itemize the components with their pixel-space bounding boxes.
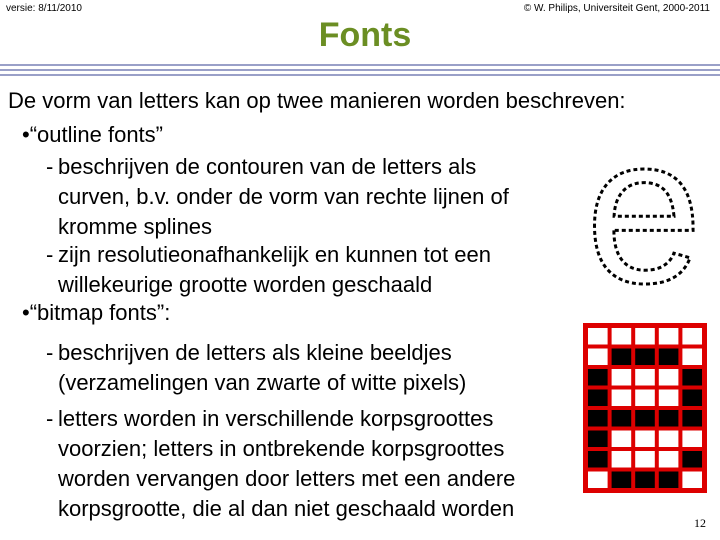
pixel-on (635, 472, 655, 489)
pixel-on (659, 410, 679, 427)
pixel-off (659, 431, 679, 448)
sub-item-line: kromme splines (58, 214, 213, 239)
sub-item-outline-2 (46, 240, 491, 300)
pixel-off (635, 431, 655, 448)
pixel-on (635, 410, 655, 427)
pixel-on (659, 472, 679, 489)
sub-item-line: - beschrijven de contouren van de letters als (46, 154, 477, 179)
sub-item-line: (verzamelingen van zwarte of witte pixels) (58, 370, 467, 395)
pixel-on (588, 390, 608, 407)
page-number: 12 (694, 516, 706, 530)
bullet-bitmap-fonts: •“bitmap fonts”: (22, 300, 171, 325)
pixel-on (588, 369, 608, 386)
pixel-off (588, 328, 608, 345)
pixel-off (588, 349, 608, 366)
sub-item-line: willekeurige grootte worden geschaald (58, 272, 433, 297)
pixel-on (612, 410, 632, 427)
sub-item-bitmap-2 (46, 404, 515, 524)
title-rule (0, 69, 720, 71)
bullet-outline-fonts: •“outline fonts” (22, 122, 163, 147)
pixel-off (635, 369, 655, 386)
outline-letter-e: e (585, 132, 703, 304)
pixel-on (682, 390, 702, 407)
sub-item-bitmap-1 (46, 338, 466, 398)
pixel-off (682, 431, 702, 448)
page-title: Fonts (318, 16, 412, 54)
pixel-off (635, 451, 655, 468)
pixel-on (659, 349, 679, 366)
sub-item-outline-1 (46, 152, 509, 242)
title-rule (0, 64, 720, 66)
outline-letter-e-figure (574, 132, 714, 304)
pixel-off (682, 328, 702, 345)
intro-text: De vorm van letters kan op twee manieren worden beschreven: (8, 88, 626, 113)
sub-item-line: - zijn resolutieonafhankelijk en kunnen tot een (46, 242, 491, 267)
sub-item-line: - beschrijven de letters als kleine beeldjes (46, 340, 452, 365)
pixel-off (682, 349, 702, 366)
pixel-off (635, 390, 655, 407)
pixel-off (612, 390, 632, 407)
pixel-off (612, 369, 632, 386)
pixel-on (588, 451, 608, 468)
pixel-on (635, 349, 655, 366)
sub-item-line: curven, b.v. onder de vorm van rechte lijnen of (58, 184, 509, 209)
pixel-off (659, 328, 679, 345)
pixel-off (682, 472, 702, 489)
pixel-off (612, 431, 632, 448)
pixel-off (635, 328, 655, 345)
pixel-off (659, 369, 679, 386)
pixel-on (682, 410, 702, 427)
sub-item-line: - letters worden in verschillende korpsgroottes (46, 406, 494, 431)
pixel-off (659, 390, 679, 407)
pixel-on (588, 410, 608, 427)
pixel-on (612, 472, 632, 489)
pixel-off (588, 472, 608, 489)
pixel-off (659, 451, 679, 468)
version-label: versie: 8/11/2010 (6, 3, 82, 14)
pixel-on (612, 349, 632, 366)
pixel-on (682, 451, 702, 468)
pixel-off (612, 328, 632, 345)
sub-item-line: worden vervangen door letters met een andere (58, 466, 516, 491)
pixel-on (588, 431, 608, 448)
sub-item-line: voorzien; letters in ontbrekende korpsgroottes (58, 436, 505, 461)
pixel-off (612, 451, 632, 468)
bitmap-letter-e-grid (583, 323, 707, 493)
pixel-on (682, 369, 702, 386)
sub-item-line: korpsgrootte, die al dan niet geschaald worden (58, 496, 515, 521)
copyright-label: © W. Philips, Universiteit Gent, 2000-2011 (523, 3, 710, 14)
title-rule (0, 74, 720, 76)
